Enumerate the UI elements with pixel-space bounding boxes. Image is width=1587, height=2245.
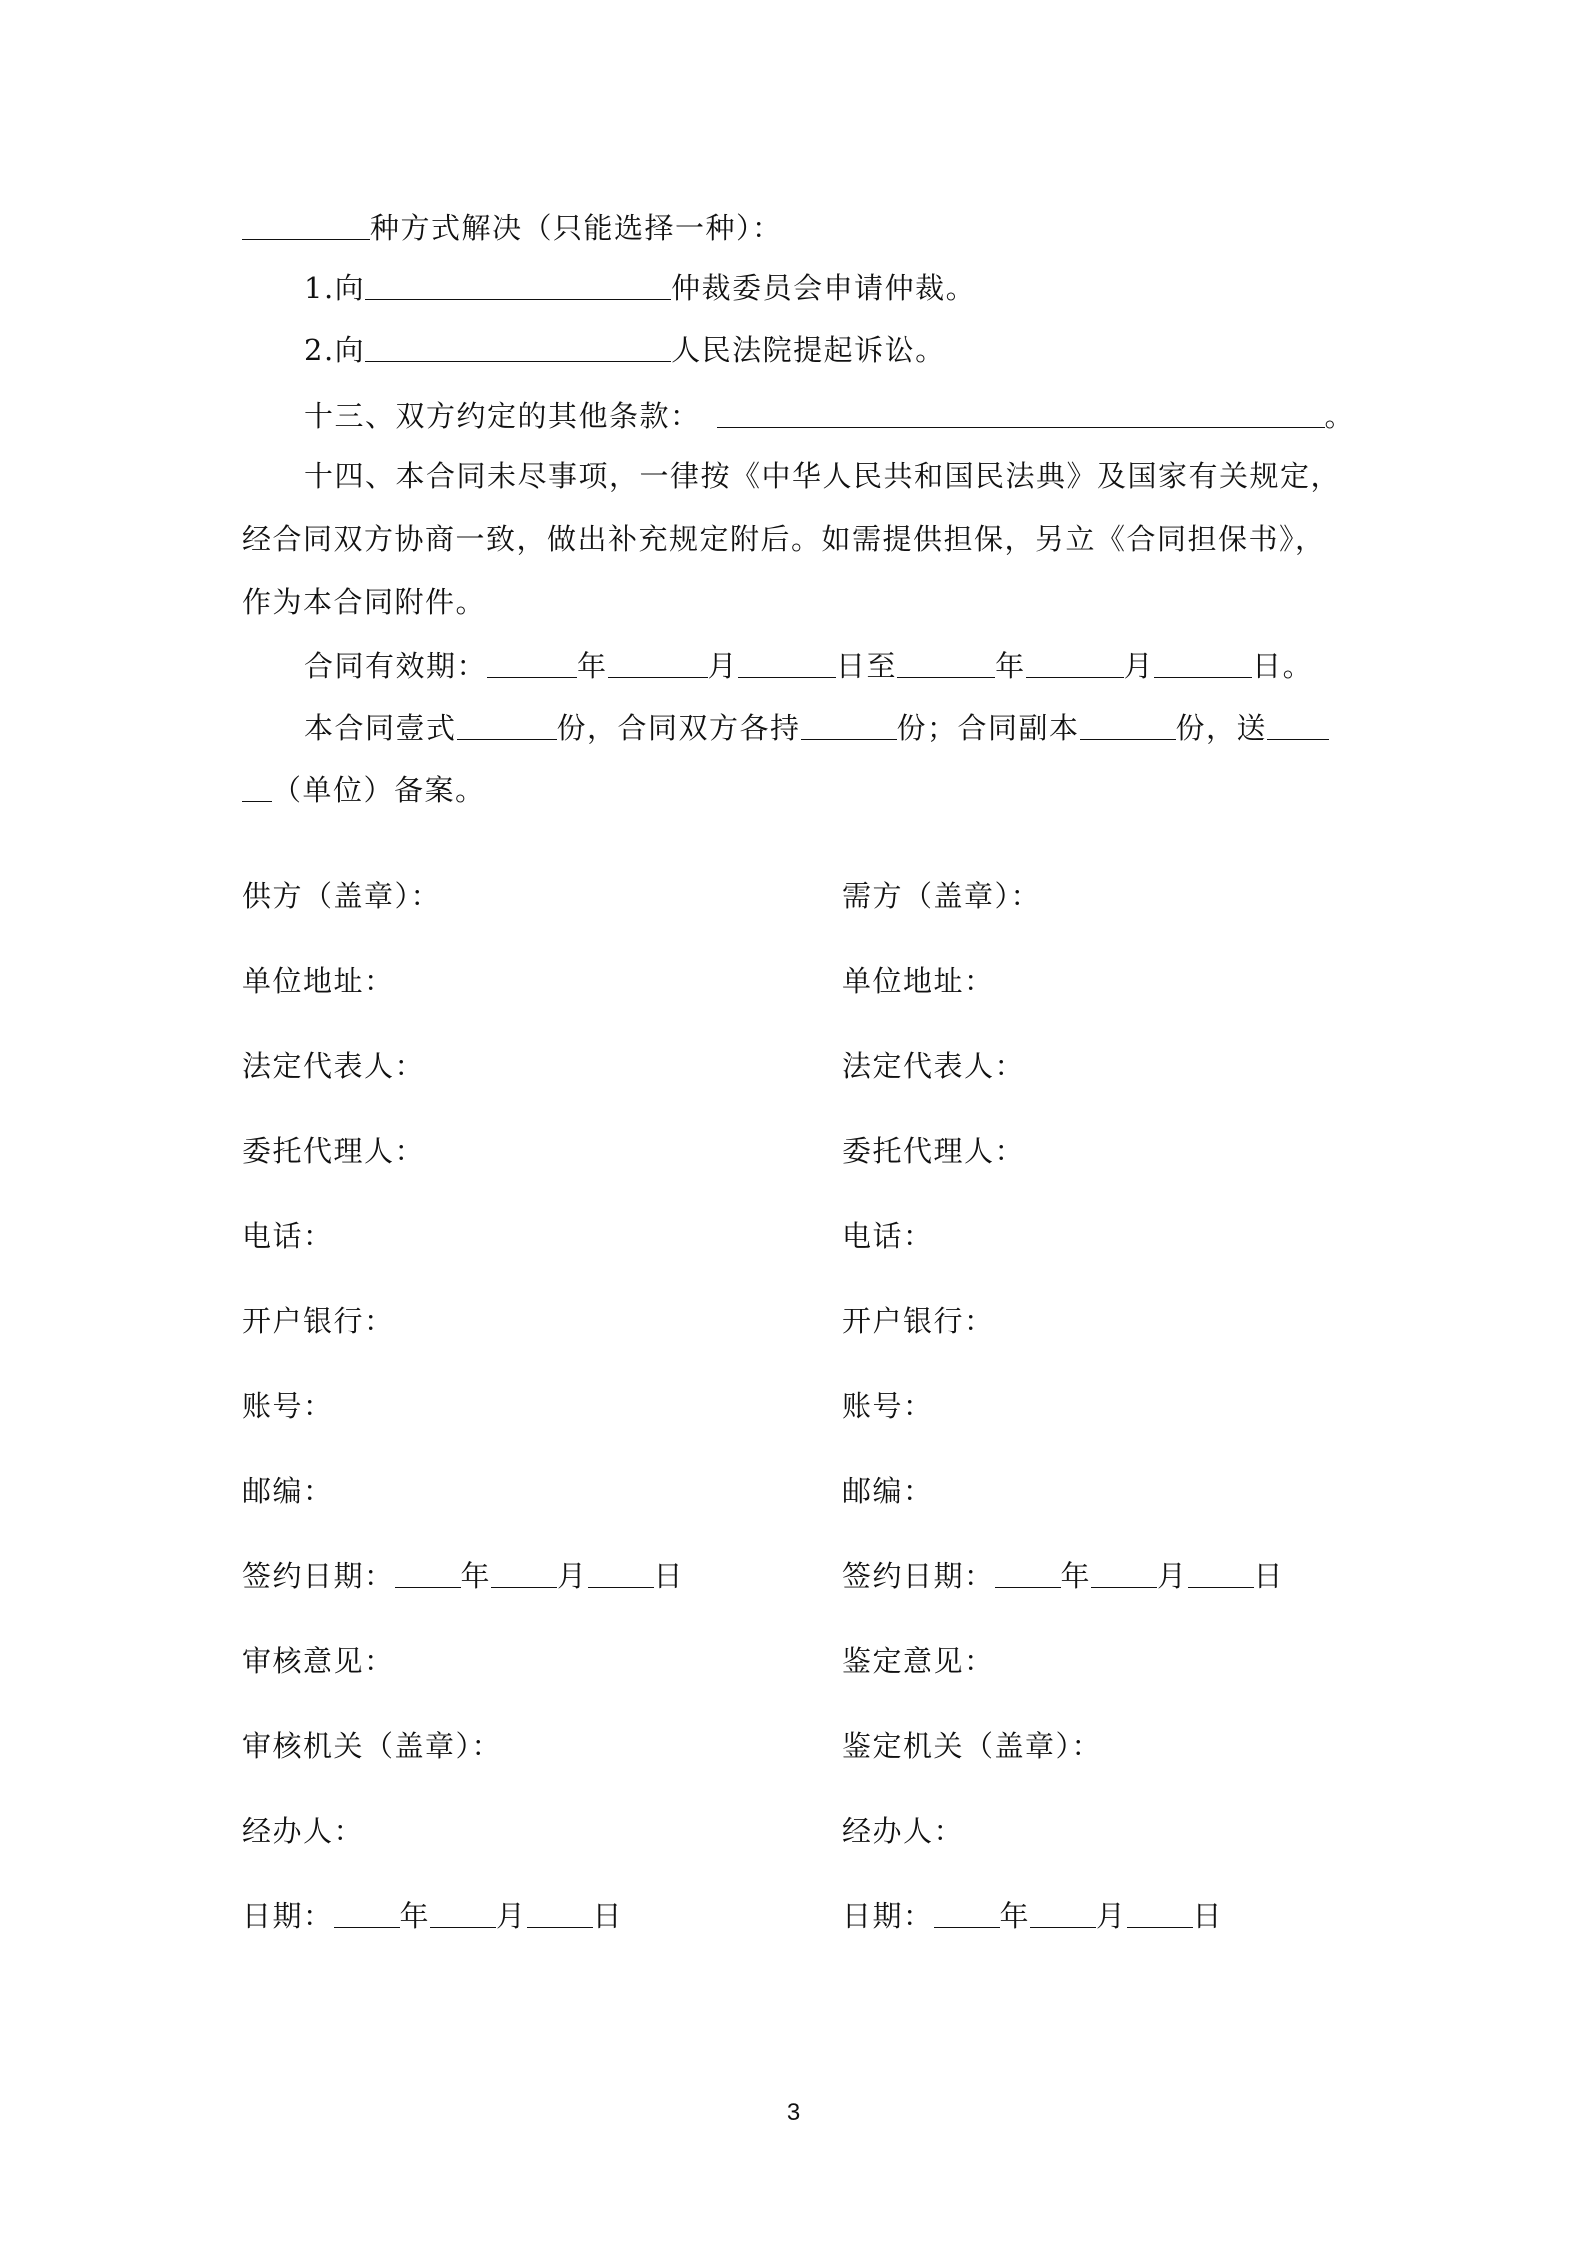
buyer-agent-label: 委托代理人： <box>842 1134 1026 1168</box>
copies-part-3: 份；合同副本 <box>896 711 1080 745</box>
clause-14-line-3: 作为本合同附件。 <box>242 585 487 619</box>
supplier-phone-label: 电话： <box>242 1219 334 1253</box>
year-blank[interactable] <box>334 1897 400 1928</box>
right-date <box>842 1896 1223 1936</box>
end-day-blank[interactable] <box>1154 647 1252 678</box>
year-text: 年 <box>460 1559 492 1593</box>
sign-day-blank[interactable] <box>1188 1557 1254 1588</box>
buyer-address-label: 单位地址： <box>842 964 995 998</box>
day-to-text: 日至 <box>836 649 898 683</box>
supplier-address-label: 单位地址： <box>242 964 395 998</box>
arbitration-option <box>304 268 976 308</box>
start-year-blank[interactable] <box>487 647 577 678</box>
litigation-suffix: 人民法院提起诉讼。 <box>671 333 946 367</box>
filing-unit-blank-start[interactable] <box>1267 709 1329 740</box>
review-opinion-label: 审核意见： <box>242 1644 395 1678</box>
review-authority-label: 审核机关（盖章）： <box>242 1729 503 1763</box>
left-date <box>242 1896 623 1936</box>
buyer-sign-date <box>842 1556 1284 1596</box>
supplier-agent-label: 委托代理人： <box>242 1134 426 1168</box>
month-text: 月 <box>1123 649 1155 683</box>
sign-date-label: 签约日期： <box>842 1559 995 1593</box>
left-handler-label: 经办人： <box>242 1814 365 1848</box>
supplier-account-label: 账号： <box>242 1389 334 1423</box>
clause-14-line-2: 经合同双方协商一致，做出补充规定附后。如需提供担保，另立《合同担保书》， <box>242 522 1326 556</box>
sign-year-blank[interactable] <box>995 1557 1061 1588</box>
clause-13 <box>304 396 1355 436</box>
dispute-method-line <box>242 208 783 248</box>
buyer-phone-label: 电话： <box>842 1219 934 1253</box>
copies-line-2-end: （单位）备案。 <box>272 773 486 807</box>
buyer-bank-label: 开户银行： <box>842 1304 995 1338</box>
supplier-bank-label: 开户银行： <box>242 1304 395 1338</box>
validity-label: 合同有效期： <box>304 649 488 683</box>
copies-part-4: 份，送 <box>1175 711 1268 745</box>
clause-13-text: 十三、双方约定的其他条款： <box>304 399 701 433</box>
month-text: 月 <box>1157 1559 1188 1593</box>
day-blank[interactable] <box>1127 1897 1193 1928</box>
year-text: 年 <box>399 1899 431 1933</box>
arbitration-suffix: 仲裁委员会申请仲裁。 <box>671 271 977 305</box>
other-terms-blank[interactable] <box>717 397 1325 428</box>
copies-duplicate-blank[interactable] <box>1080 709 1176 740</box>
month-blank[interactable] <box>430 1897 496 1928</box>
month-text: 月 <box>1096 1899 1127 1933</box>
sign-date-label: 签约日期： <box>242 1559 395 1593</box>
arbitration-committee-blank[interactable] <box>365 269 671 300</box>
method-count-blank[interactable] <box>242 209 370 240</box>
year-text: 年 <box>1060 1559 1092 1593</box>
start-month-blank[interactable] <box>608 647 708 678</box>
supplier-seal-label: 供方（盖章）： <box>242 879 442 913</box>
filing-unit-blank-end[interactable] <box>242 771 272 802</box>
copies-total-blank[interactable] <box>457 709 557 740</box>
sign-month-blank[interactable] <box>491 1557 557 1588</box>
appraisal-opinion-label: 鉴定意见： <box>842 1644 995 1678</box>
arbitration-prefix: 1.向 <box>304 271 366 305</box>
day-text: 日 <box>592 1899 624 1933</box>
supplier-legal-rep-label: 法定代表人： <box>242 1049 426 1083</box>
day-text: 日 <box>1253 1559 1285 1593</box>
buyer-seal-label: 需方（盖章）： <box>842 879 1042 913</box>
year-text: 年 <box>577 649 608 683</box>
copies-line-2 <box>242 770 486 810</box>
month-text: 月 <box>496 1899 527 1933</box>
month-blank[interactable] <box>1030 1897 1096 1928</box>
sign-month-blank[interactable] <box>1091 1557 1157 1588</box>
supplier-postcode-label: 邮编： <box>242 1474 334 1508</box>
copies-prefix: 本合同壹式 <box>304 711 457 745</box>
date-label: 日期： <box>242 1899 334 1933</box>
buyer-postcode-label: 邮编： <box>842 1474 934 1508</box>
date-label: 日期： <box>842 1899 934 1933</box>
copies-each-blank[interactable] <box>801 709 897 740</box>
end-month-blank[interactable] <box>1026 647 1124 678</box>
clause-14-line-1: 十四、本合同未尽事项，一律按《中华人民共和国民法典》及国家有关规定， <box>304 459 1342 493</box>
year-blank[interactable] <box>934 1897 1000 1928</box>
buyer-account-label: 账号： <box>842 1389 934 1423</box>
year-text: 年 <box>999 1899 1031 1933</box>
start-day-blank[interactable] <box>738 647 836 678</box>
appraisal-authority-label: 鉴定机关（盖章）： <box>842 1729 1103 1763</box>
month-text: 月 <box>557 1559 588 1593</box>
month-text: 月 <box>707 649 739 683</box>
buyer-legal-rep-label: 法定代表人： <box>842 1049 1026 1083</box>
day-text: 日 <box>1192 1899 1224 1933</box>
sign-day-blank[interactable] <box>588 1557 654 1588</box>
copies-part-2: 份，合同双方各持 <box>556 711 801 745</box>
right-handler-label: 经办人： <box>842 1814 965 1848</box>
validity-line <box>304 646 1313 686</box>
litigation-option <box>304 330 946 370</box>
supplier-sign-date <box>242 1556 684 1596</box>
court-blank[interactable] <box>365 331 671 362</box>
method-text: 种方式解决（只能选择一种）： <box>370 211 783 245</box>
sign-year-blank[interactable] <box>395 1557 461 1588</box>
day-text: 日 <box>653 1559 685 1593</box>
day-blank[interactable] <box>527 1897 593 1928</box>
litigation-prefix: 2.向 <box>304 333 366 367</box>
year-text: 年 <box>995 649 1026 683</box>
day-end-text: 日。 <box>1252 649 1314 683</box>
page-number: 3 <box>786 2099 801 2126</box>
clause-13-end: 。 <box>1324 399 1356 433</box>
end-year-blank[interactable] <box>897 647 995 678</box>
copies-line <box>304 708 1329 748</box>
